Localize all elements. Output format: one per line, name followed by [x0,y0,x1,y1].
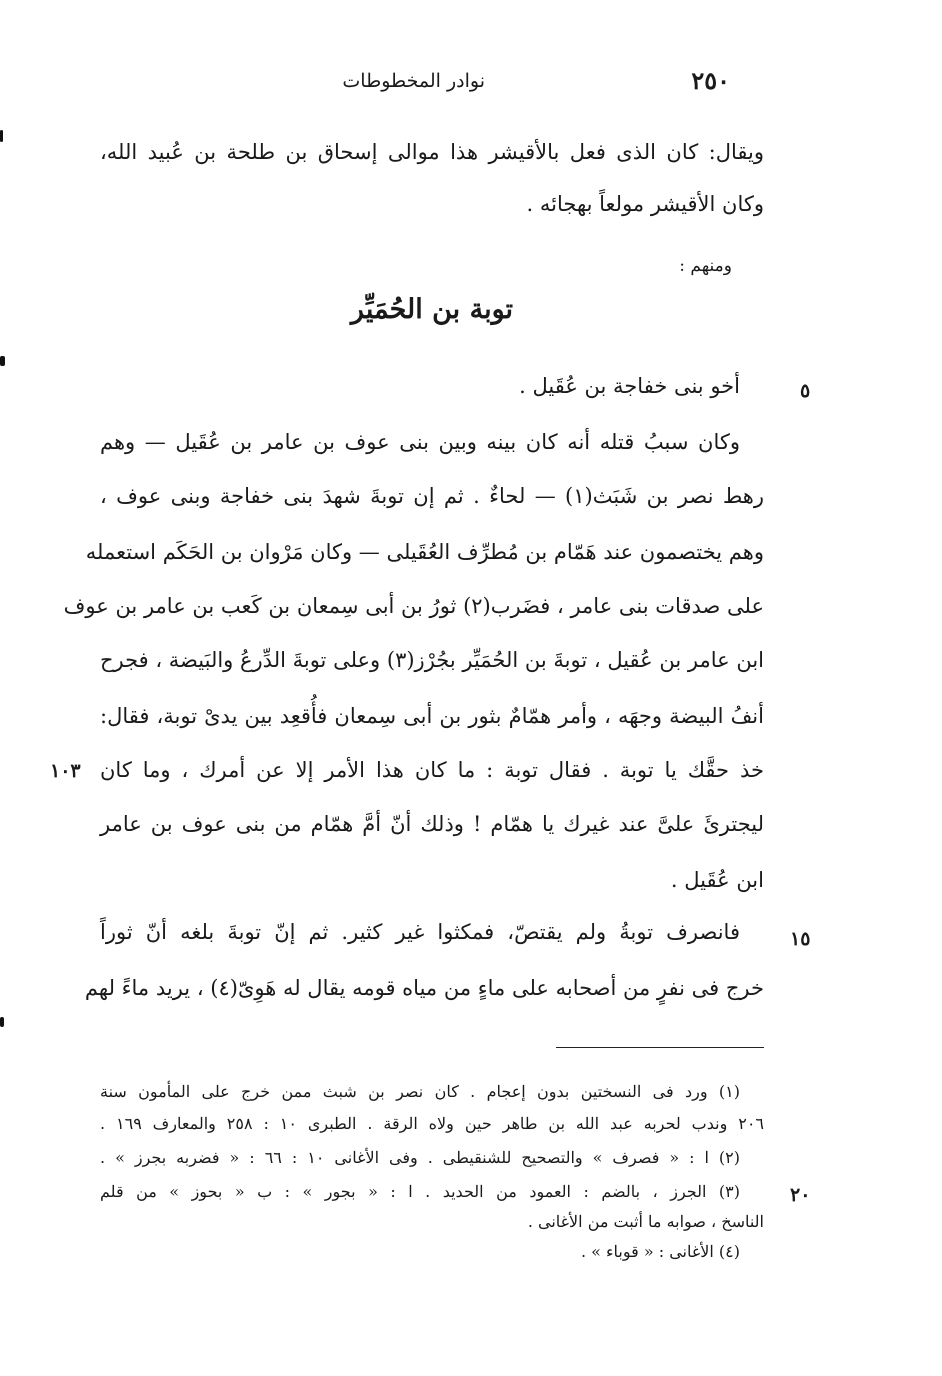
body-line: وكان الأقيشر مولعاً بهجائه . [526,192,764,216]
margin-line-number: ٥ [800,380,811,402]
intro-label: ومنهم : [679,256,732,276]
body-line: ليجترئَ علىَّ عند غيرك يا همّام ! وذلك أنّ أمَّ همّام من بنى عوف بن عامر [100,812,764,836]
body-line: رهط نصر بن شَبَث(١) — لحاءٌ . ثم إن توبةَ شهدَ بنى خفاجة وبنى عوف ، [100,484,764,508]
footnote-line: (٢) ا : « فصرف » والتصحيح للشنقيطى . وفى الأغانى ١٠ : ٦٦ : « فضربه بجرز » . [100,1148,741,1167]
scan-speck [0,130,3,142]
footnote-line: (١) ورد فى النسختين بدون إعجام . كان نصر بن شبث ممن خرج على المأمون سنة [100,1082,740,1101]
footnote-line: (٣) الجرز ، بالضم : العمود من الحديد . ا : « بجور » : ب « بحوز » من قلم [100,1182,740,1201]
margin-line-number: ٢٠ [790,1184,811,1206]
body-line: وكان سببُ قتله أنه كان بينه وبين بنى عوف بن عامر بن عُقَيل — وهم [100,430,740,454]
footnote-line: الناسخ ، صوابه ما أثبت من الأغانى . [527,1212,764,1231]
body-line: ابن عامر بن عُقيل ، توبةَ بن الحُمَيِّر بجُرْز(٣) وعلى توبةَ الدِّرعُ والبَيضة ، فجرح [99,648,764,672]
body-line: ابن عُقَيل . [670,868,764,892]
footnote-line: ٢٠٦ وندب لحربه عبد الله بن طاهر حين ولاه الرقة . الطبرى ١٠ : ٢٥٨ والمعارف ١٦٩ . [100,1114,765,1133]
section-title: توبة بن الحُمَيِّر [350,294,514,325]
body-line: خرج فى نفرٍ من أصحابه على ماءٍ من مياه قومه يقال له هَوِىّ(٤) ، يريد ماءً لهم [84,976,764,1000]
body-line: خذ حقَّك يا توبة . فقال توبة : ما كان هذا الأمر إلا عن أمرك ، وما كان [100,758,764,782]
body-line: على صدقات بنى عامر ، فضَرب(٢) ثورُ بن أبى سِمعان بن كَعب بن عامر بن عوف [63,594,764,618]
footnote-rule [556,1047,764,1048]
body-line: ويقال: كان الذى فعل بالأقيشر هذا موالى إسحاق بن طلحة بن عُبيد الله، [100,140,764,164]
running-title: نوادر المخطوطات [342,70,485,92]
body-line: وهم يختصمون عند هَمّام بن مُطرِّف العُقَيلى — وكان مَرْوان بن الحَكَم استعمله [85,540,764,564]
body-line: أنفُ البيضة وجهَه ، وأمر همّامٌ بثور بن أبى سِمعان فأُقعِد بين يدىْ توبة، فقال: [100,704,764,728]
margin-line-number: ١٥ [790,928,811,950]
footnote-line: (٤) الأغانى : « قوباء » . [580,1242,740,1261]
scan-speck [0,1017,4,1027]
body-line: أخو بنى خفاجة بن عُقَيل . [519,374,740,398]
scan-speck [0,356,5,366]
margin-line-number: ١٠٣ [50,760,81,782]
page-header [100,66,740,102]
body-line: فانصرف توبةُ ولم يقتصّ، فمكثوا غير كثير. ثم إنّ توبةَ بلغه أنّ ثوراً [100,920,740,944]
page-number: ٢٥٠ [691,66,730,95]
